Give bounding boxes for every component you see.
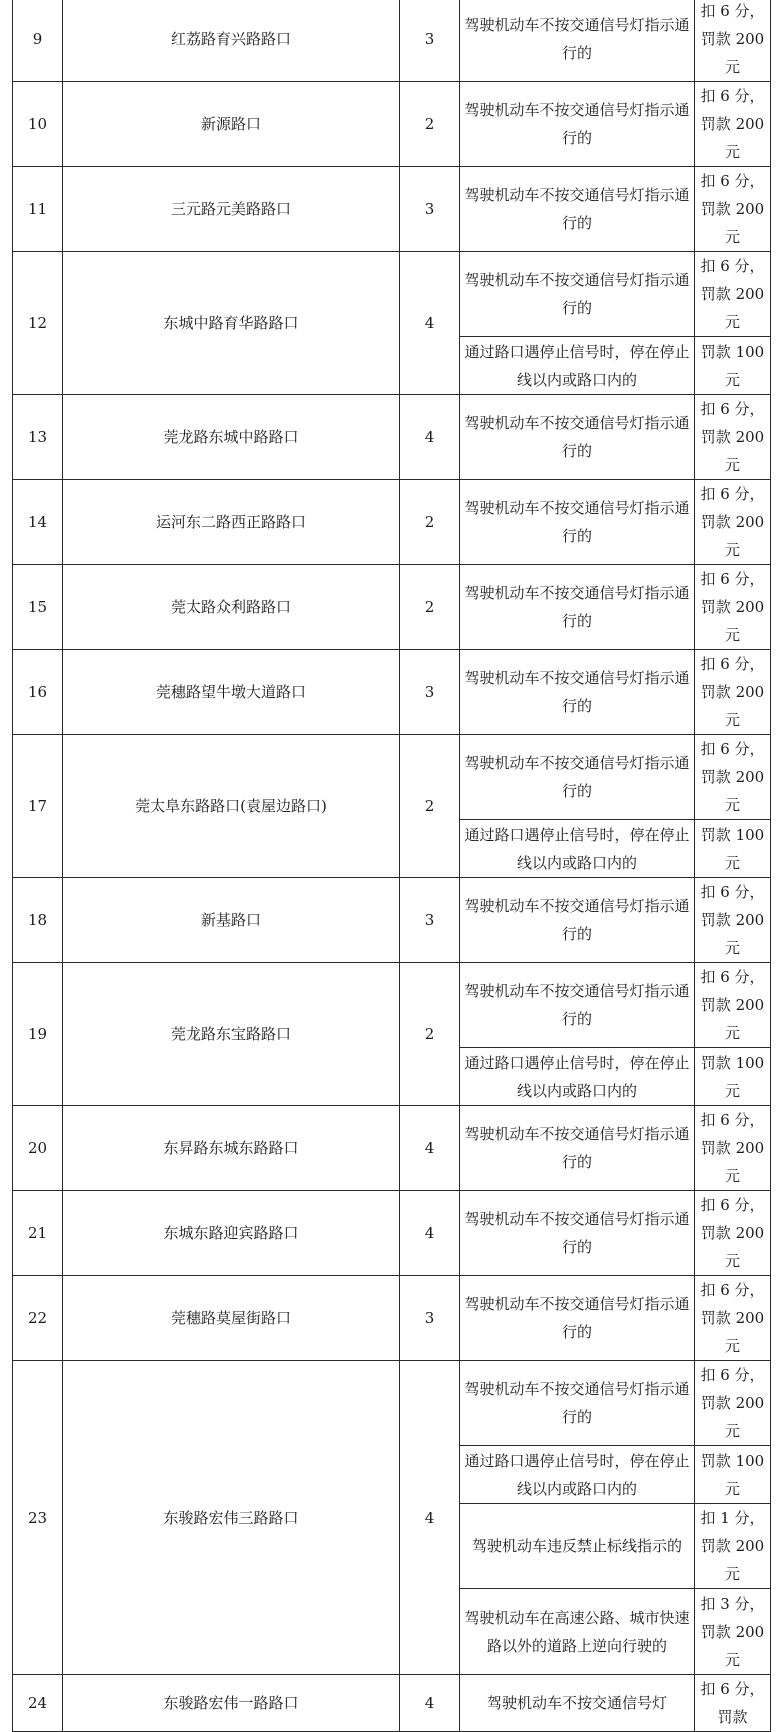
violation-behavior: 驾驶机动车不按交通信号灯指示通行的: [460, 1361, 695, 1446]
violation-behavior: 驾驶机动车不按交通信号灯指示通行的: [460, 963, 695, 1048]
row-number: 21: [13, 1191, 63, 1276]
violation-behavior: 驾驶机动车不按交通信号灯指示通行的: [460, 650, 695, 735]
violation-behavior: 驾驶机动车不按交通信号灯指示通行的: [460, 1106, 695, 1191]
table-row: [13, 963, 771, 1048]
device-count: 3: [400, 650, 460, 735]
intersection-name: 莞太阜东路路口(袁屋边路口): [63, 735, 400, 878]
row-number: 19: [13, 963, 63, 1106]
penalty: 扣 6 分，罚款 200 元: [695, 167, 771, 252]
row-number: 17: [13, 735, 63, 878]
row-number: 10: [13, 82, 63, 167]
penalty: 扣 6 分，罚款 200 元: [695, 1276, 771, 1361]
penalty: 扣 6 分，罚款 200 元: [695, 0, 771, 82]
penalty: 扣 6 分，罚款 200 元: [695, 963, 771, 1048]
violation-behavior: 驾驶机动车不按交通信号灯指示通行的: [460, 1191, 695, 1276]
device-count: 3: [400, 1276, 460, 1361]
penalty: 罚款 100 元: [695, 820, 771, 878]
intersection-name: 运河东二路西正路路口: [63, 480, 400, 565]
table-row: [13, 1361, 771, 1446]
device-count: 3: [400, 167, 460, 252]
penalty: 扣 6 分，罚款 200 元: [695, 735, 771, 820]
intersection-name: 新源路口: [63, 82, 400, 167]
device-count: 4: [400, 252, 460, 395]
penalty: 扣 6 分，罚款 200 元: [695, 1106, 771, 1191]
intersection-name: 红荔路育兴路路口: [63, 0, 400, 82]
device-count: 3: [400, 0, 460, 82]
table-row: [13, 565, 771, 650]
violation-behavior: 驾驶机动车在高速公路、城市快速路以外的道路上逆向行驶的: [460, 1589, 695, 1675]
penalty: 扣 6 分，罚款: [695, 1675, 771, 1732]
table-row: [13, 1191, 771, 1276]
table-row: [13, 395, 771, 480]
table-row: [13, 1675, 771, 1732]
violation-behavior: 驾驶机动车不按交通信号灯指示通行的: [460, 878, 695, 963]
device-count: 4: [400, 1361, 460, 1675]
penalty: 扣 6 分，罚款 200 元: [695, 565, 771, 650]
penalty: 扣 6 分，罚款 200 元: [695, 1191, 771, 1276]
intersection-name: 三元路元美路路口: [63, 167, 400, 252]
table-row: [13, 480, 771, 565]
intersection-name: 东昇路东城东路路口: [63, 1106, 400, 1191]
violation-behavior: 通过路口遇停止信号时，停在停止线以内或路口内的: [460, 337, 695, 395]
row-number: 9: [13, 0, 63, 82]
row-number: 16: [13, 650, 63, 735]
violation-behavior: 驾驶机动车不按交通信号灯指示通行的: [460, 1276, 695, 1361]
row-number: 11: [13, 167, 63, 252]
intersection-name: 莞龙路东宝路路口: [63, 963, 400, 1106]
row-number: 20: [13, 1106, 63, 1191]
penalty: 扣 1 分，罚款 200 元: [695, 1504, 771, 1589]
penalty: 扣 6 分，罚款 200 元: [695, 395, 771, 480]
violation-behavior: 驾驶机动车不按交通信号灯指示通行的: [460, 480, 695, 565]
table-row: [13, 1106, 771, 1191]
table-row: [13, 0, 771, 82]
table-row: [13, 252, 771, 337]
violation-behavior: 通过路口遇停止信号时，停在停止线以内或路口内的: [460, 820, 695, 878]
violation-behavior: 通过路口遇停止信号时，停在停止线以内或路口内的: [460, 1048, 695, 1106]
intersection-name: 莞穗路望牛墩大道路口: [63, 650, 400, 735]
intersection-name: 莞龙路东城中路路口: [63, 395, 400, 480]
violation-behavior: 驾驶机动车不按交通信号灯指示通行的: [460, 395, 695, 480]
intersection-name: 莞太路众利路路口: [63, 565, 400, 650]
violation-behavior: 驾驶机动车违反禁止标线指示的: [460, 1504, 695, 1589]
violation-behavior: 通过路口遇停止信号时，停在停止线以内或路口内的: [460, 1446, 695, 1504]
penalty: 扣 6 分，罚款 200 元: [695, 82, 771, 167]
intersection-name: 东骏路宏伟一路路口: [63, 1675, 400, 1732]
row-number: 24: [13, 1675, 63, 1732]
row-number: 18: [13, 878, 63, 963]
violation-behavior: 驾驶机动车不按交通信号灯指示通行的: [460, 735, 695, 820]
intersection-name: 莞穗路莫屋街路口: [63, 1276, 400, 1361]
penalty: 扣 3 分，罚款 200 元: [695, 1589, 771, 1675]
violation-table: [12, 0, 771, 1732]
penalty: 扣 6 分，罚款 200 元: [695, 1361, 771, 1446]
row-number: 12: [13, 252, 63, 395]
device-count: 4: [400, 1106, 460, 1191]
intersection-name: 新基路口: [63, 878, 400, 963]
penalty: 罚款 100 元: [695, 1048, 771, 1106]
device-count: 2: [400, 82, 460, 167]
violation-behavior: 驾驶机动车不按交通信号灯指示通行的: [460, 565, 695, 650]
device-count: 2: [400, 735, 460, 878]
violation-behavior: 驾驶机动车不按交通信号灯: [460, 1675, 695, 1732]
device-count: 4: [400, 1675, 460, 1732]
table-row: [13, 167, 771, 252]
device-count: 4: [400, 395, 460, 480]
violation-behavior: 驾驶机动车不按交通信号灯指示通行的: [460, 82, 695, 167]
table-row: [13, 735, 771, 820]
table-row: [13, 878, 771, 963]
intersection-name: 东城中路育华路路口: [63, 252, 400, 395]
penalty: 罚款 100 元: [695, 1446, 771, 1504]
row-number: 13: [13, 395, 63, 480]
violation-behavior: 驾驶机动车不按交通信号灯指示通行的: [460, 252, 695, 337]
penalty: 扣 6 分，罚款 200 元: [695, 252, 771, 337]
device-count: 3: [400, 878, 460, 963]
table-row: [13, 82, 771, 167]
device-count: 4: [400, 1191, 460, 1276]
penalty: 扣 6 分，罚款 200 元: [695, 878, 771, 963]
table-row: [13, 650, 771, 735]
intersection-name: 东城东路迎宾路路口: [63, 1191, 400, 1276]
penalty: 扣 6 分，罚款 200 元: [695, 650, 771, 735]
device-count: 2: [400, 480, 460, 565]
row-number: 15: [13, 565, 63, 650]
penalty: 罚款 100 元: [695, 337, 771, 395]
row-number: 23: [13, 1361, 63, 1675]
violation-behavior: 驾驶机动车不按交通信号灯指示通行的: [460, 167, 695, 252]
intersection-name: 东骏路宏伟三路路口: [63, 1361, 400, 1675]
device-count: 2: [400, 963, 460, 1106]
row-number: 14: [13, 480, 63, 565]
table-row: [13, 1276, 771, 1361]
penalty: 扣 6 分，罚款 200 元: [695, 480, 771, 565]
row-number: 22: [13, 1276, 63, 1361]
violation-behavior: 驾驶机动车不按交通信号灯指示通行的: [460, 0, 695, 82]
device-count: 2: [400, 565, 460, 650]
